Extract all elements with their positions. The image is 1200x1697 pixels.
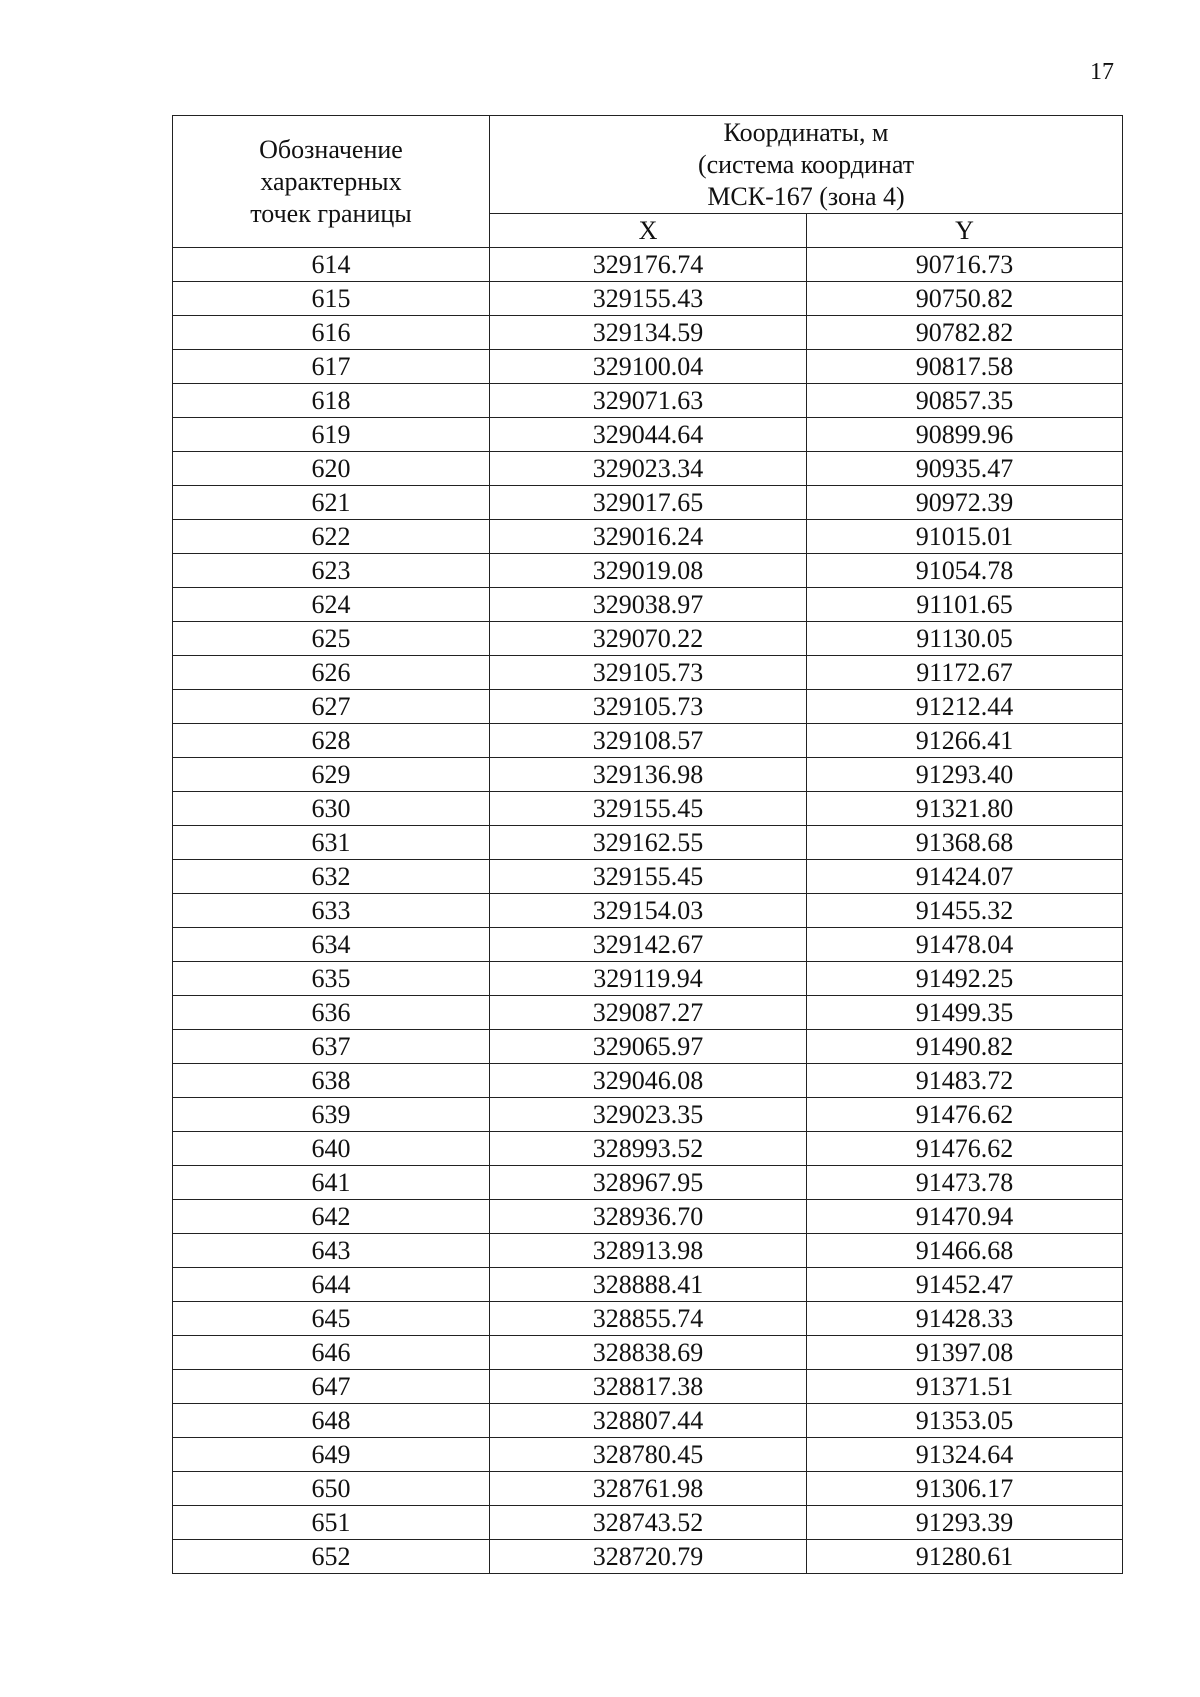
- table-header: [173, 116, 1123, 248]
- cell-x: 329019.08: [490, 554, 807, 588]
- cell-point: 636: [173, 996, 490, 1030]
- table-row: [173, 588, 1123, 622]
- cell-x: 329044.64: [490, 418, 807, 452]
- table-row: [173, 792, 1123, 826]
- header-coordinates: Координаты, м (система координат МСК-167 (зона 4): [490, 116, 1123, 214]
- table-row: [173, 1302, 1123, 1336]
- cell-y: 91266.41: [807, 724, 1123, 758]
- cell-y: 90972.39: [807, 486, 1123, 520]
- cell-point: 644: [173, 1268, 490, 1302]
- cell-y: 90817.58: [807, 350, 1123, 384]
- table-row: [173, 520, 1123, 554]
- cell-y: 91212.44: [807, 690, 1123, 724]
- cell-y: 90782.82: [807, 316, 1123, 350]
- cell-point: 632: [173, 860, 490, 894]
- cell-y: 91483.72: [807, 1064, 1123, 1098]
- cell-y: 91015.01: [807, 520, 1123, 554]
- cell-x: 329023.35: [490, 1098, 807, 1132]
- cell-x: 329023.34: [490, 452, 807, 486]
- cell-x: 329105.73: [490, 656, 807, 690]
- cell-point: 623: [173, 554, 490, 588]
- table-row: [173, 724, 1123, 758]
- cell-point: 633: [173, 894, 490, 928]
- table-row: [173, 690, 1123, 724]
- cell-y: 91428.33: [807, 1302, 1123, 1336]
- cell-point: 651: [173, 1506, 490, 1540]
- cell-point: 622: [173, 520, 490, 554]
- cell-y: 91478.04: [807, 928, 1123, 962]
- coordinates-table: [172, 115, 1123, 1574]
- cell-y: 91324.64: [807, 1438, 1123, 1472]
- cell-y: 91473.78: [807, 1166, 1123, 1200]
- cell-x: 329119.94: [490, 962, 807, 996]
- cell-x: 329162.55: [490, 826, 807, 860]
- cell-point: 620: [173, 452, 490, 486]
- cell-y: 91424.07: [807, 860, 1123, 894]
- cell-y: 91476.62: [807, 1098, 1123, 1132]
- cell-x: 329065.97: [490, 1030, 807, 1064]
- cell-point: 624: [173, 588, 490, 622]
- cell-y: 91321.80: [807, 792, 1123, 826]
- cell-x: 328967.95: [490, 1166, 807, 1200]
- cell-x: 329136.98: [490, 758, 807, 792]
- cell-y: 91293.40: [807, 758, 1123, 792]
- cell-x: 329155.45: [490, 792, 807, 826]
- table-row: [173, 962, 1123, 996]
- table-row: [173, 1098, 1123, 1132]
- header-point-designation: Обозначение характерных точек границы: [173, 116, 490, 248]
- cell-point: 626: [173, 656, 490, 690]
- table-row: [173, 1030, 1123, 1064]
- cell-x: 329176.74: [490, 248, 807, 282]
- cell-y: 91306.17: [807, 1472, 1123, 1506]
- table-row: [173, 1472, 1123, 1506]
- cell-y: 90750.82: [807, 282, 1123, 316]
- cell-point: 641: [173, 1166, 490, 1200]
- cell-x: 329071.63: [490, 384, 807, 418]
- cell-y: 90899.96: [807, 418, 1123, 452]
- cell-x: 328720.79: [490, 1540, 807, 1574]
- cell-x: 329016.24: [490, 520, 807, 554]
- table-row: [173, 486, 1123, 520]
- cell-y: 91368.68: [807, 826, 1123, 860]
- cell-x: 329134.59: [490, 316, 807, 350]
- cell-point: 634: [173, 928, 490, 962]
- cell-y: 91499.35: [807, 996, 1123, 1030]
- header-x: X: [490, 214, 807, 248]
- cell-x: 329087.27: [490, 996, 807, 1030]
- cell-point: 629: [173, 758, 490, 792]
- cell-y: 91353.05: [807, 1404, 1123, 1438]
- table-row: [173, 1268, 1123, 1302]
- cell-point: 637: [173, 1030, 490, 1064]
- cell-y: 90716.73: [807, 248, 1123, 282]
- cell-x: 328888.41: [490, 1268, 807, 1302]
- header-y: Y: [807, 214, 1123, 248]
- cell-y: 90857.35: [807, 384, 1123, 418]
- cell-x: 329070.22: [490, 622, 807, 656]
- cell-point: 639: [173, 1098, 490, 1132]
- cell-point: 645: [173, 1302, 490, 1336]
- cell-point: 647: [173, 1370, 490, 1404]
- cell-y: 91101.65: [807, 588, 1123, 622]
- cell-y: 91470.94: [807, 1200, 1123, 1234]
- table-row: [173, 622, 1123, 656]
- cell-x: 328743.52: [490, 1506, 807, 1540]
- table-row: [173, 1438, 1123, 1472]
- cell-x: 328993.52: [490, 1132, 807, 1166]
- cell-x: 329105.73: [490, 690, 807, 724]
- cell-y: 91452.47: [807, 1268, 1123, 1302]
- cell-y: 91476.62: [807, 1132, 1123, 1166]
- cell-x: 329154.03: [490, 894, 807, 928]
- cell-point: 652: [173, 1540, 490, 1574]
- cell-y: 90935.47: [807, 452, 1123, 486]
- table-body: [173, 248, 1123, 1574]
- cell-point: 631: [173, 826, 490, 860]
- cell-x: 328817.38: [490, 1370, 807, 1404]
- cell-x: 329038.97: [490, 588, 807, 622]
- table-row: [173, 1336, 1123, 1370]
- table-row: [173, 1404, 1123, 1438]
- table-row: [173, 1234, 1123, 1268]
- cell-point: 625: [173, 622, 490, 656]
- cell-y: 91130.05: [807, 622, 1123, 656]
- cell-x: 329155.45: [490, 860, 807, 894]
- cell-point: 615: [173, 282, 490, 316]
- table-row: [173, 1166, 1123, 1200]
- cell-y: 91490.82: [807, 1030, 1123, 1064]
- cell-y: 91466.68: [807, 1234, 1123, 1268]
- cell-point: 618: [173, 384, 490, 418]
- table-row: [173, 860, 1123, 894]
- cell-point: 646: [173, 1336, 490, 1370]
- table-row: [173, 282, 1123, 316]
- cell-x: 329142.67: [490, 928, 807, 962]
- cell-point: 621: [173, 486, 490, 520]
- cell-point: 630: [173, 792, 490, 826]
- table-row: [173, 656, 1123, 690]
- table-row: [173, 248, 1123, 282]
- cell-y: 91371.51: [807, 1370, 1123, 1404]
- table-row: [173, 418, 1123, 452]
- cell-x: 329046.08: [490, 1064, 807, 1098]
- table-row: [173, 384, 1123, 418]
- cell-y: 91054.78: [807, 554, 1123, 588]
- cell-point: 635: [173, 962, 490, 996]
- cell-point: 617: [173, 350, 490, 384]
- cell-x: 329155.43: [490, 282, 807, 316]
- table-row: [173, 1370, 1123, 1404]
- table-row: [173, 1132, 1123, 1166]
- cell-x: 329017.65: [490, 486, 807, 520]
- cell-point: 638: [173, 1064, 490, 1098]
- cell-point: 627: [173, 690, 490, 724]
- cell-point: 640: [173, 1132, 490, 1166]
- cell-x: 328913.98: [490, 1234, 807, 1268]
- table-row: [173, 554, 1123, 588]
- cell-y: 91172.67: [807, 656, 1123, 690]
- cell-x: 328780.45: [490, 1438, 807, 1472]
- cell-point: 616: [173, 316, 490, 350]
- table-row: [173, 758, 1123, 792]
- table-row: [173, 350, 1123, 384]
- cell-point: 648: [173, 1404, 490, 1438]
- cell-x: 328936.70: [490, 1200, 807, 1234]
- cell-y: 91455.32: [807, 894, 1123, 928]
- cell-point: 650: [173, 1472, 490, 1506]
- cell-y: 91280.61: [807, 1540, 1123, 1574]
- table-row: [173, 316, 1123, 350]
- cell-point: 628: [173, 724, 490, 758]
- cell-point: 614: [173, 248, 490, 282]
- cell-point: 643: [173, 1234, 490, 1268]
- table-row: [173, 996, 1123, 1030]
- table-row: [173, 894, 1123, 928]
- table-row: [173, 452, 1123, 486]
- cell-x: 328855.74: [490, 1302, 807, 1336]
- page-number: 17: [1090, 59, 1114, 85]
- table-row: [173, 1200, 1123, 1234]
- cell-point: 649: [173, 1438, 490, 1472]
- table-row: [173, 1064, 1123, 1098]
- table-row: [173, 1506, 1123, 1540]
- cell-x: 328761.98: [490, 1472, 807, 1506]
- cell-point: 619: [173, 418, 490, 452]
- table-row: [173, 1540, 1123, 1574]
- cell-y: 91397.08: [807, 1336, 1123, 1370]
- table-row: [173, 928, 1123, 962]
- cell-x: 328838.69: [490, 1336, 807, 1370]
- cell-x: 329108.57: [490, 724, 807, 758]
- cell-y: 91293.39: [807, 1506, 1123, 1540]
- cell-y: 91492.25: [807, 962, 1123, 996]
- cell-point: 642: [173, 1200, 490, 1234]
- cell-x: 329100.04: [490, 350, 807, 384]
- cell-x: 328807.44: [490, 1404, 807, 1438]
- table-row: [173, 826, 1123, 860]
